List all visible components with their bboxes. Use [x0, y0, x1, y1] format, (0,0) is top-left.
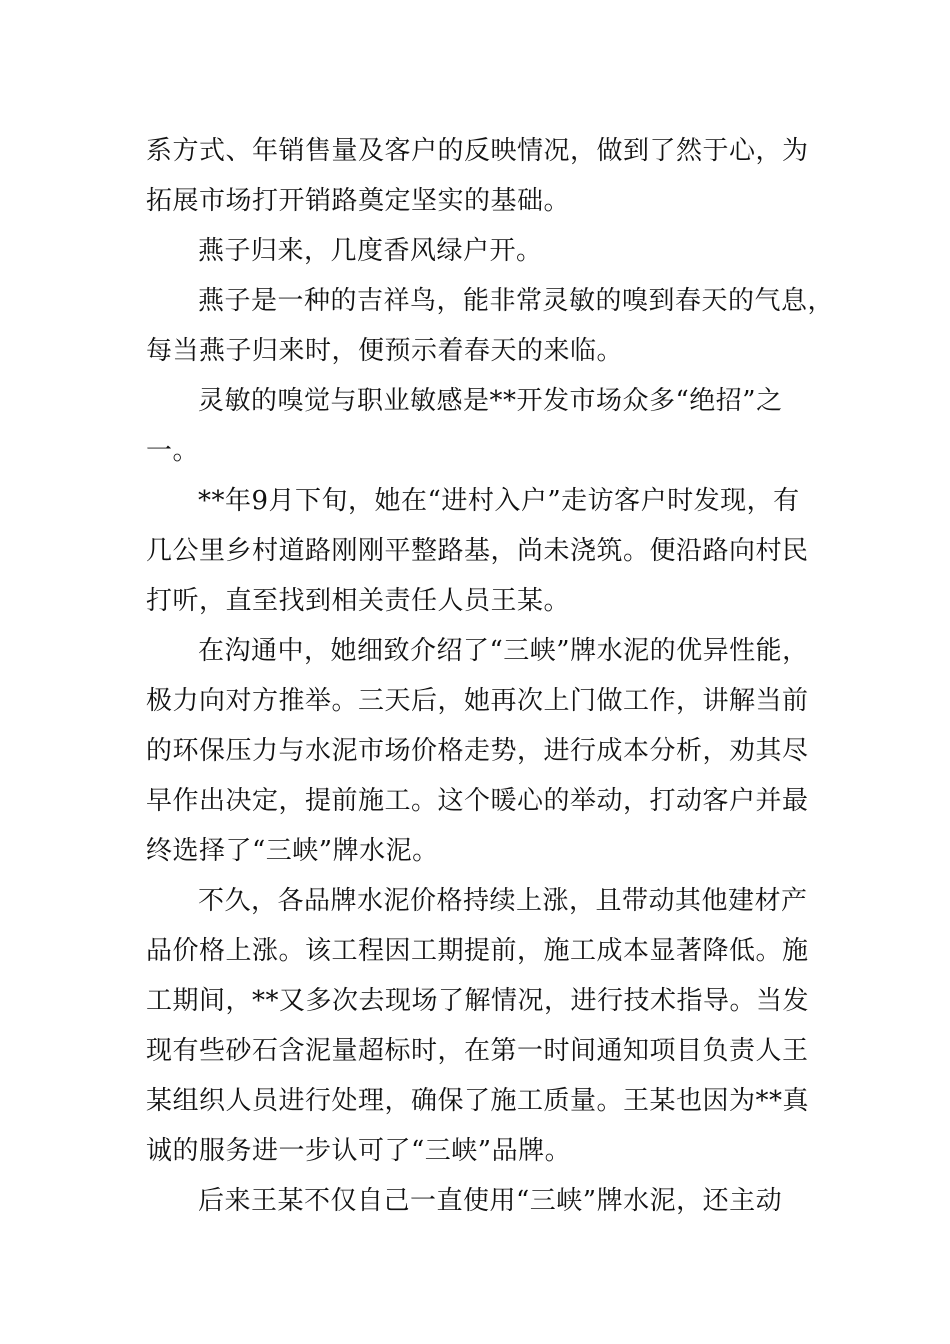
text-line: 后来王某不仅自己一直使用“三峡”牌水泥，还主动 — [198, 1186, 783, 1216]
text-line: 的环保压力与水泥市场价格走势，进行成本分析，劝其尽 — [146, 736, 809, 766]
paragraph-7 — [146, 876, 814, 1176]
text-line: 极力向对方推举。三天后，她再次上门做工作，讲解当前 — [146, 686, 809, 716]
text-line: 在沟通中，她细致介绍了“三峡”牌水泥的优异性能， — [198, 636, 809, 666]
paragraph-1 — [146, 126, 814, 226]
text-line: 终选择了“三峡”牌水泥。 — [146, 836, 439, 866]
text-line: 不久，各品牌水泥价格持续上涨，且带动其他建材产 — [198, 886, 808, 916]
text-line: **年9月下旬，她在“进村入户”走访客户时发现，有 — [198, 486, 800, 516]
text-line: 诚的服务进一步认可了“三峡”品牌。 — [146, 1136, 572, 1166]
text-line: 燕子是一种的吉祥鸟，能非常灵敏的嗅到春天的气息， — [198, 286, 835, 316]
text-line: 工期间，**又多次去现场了解情况，进行技术指导。当发 — [146, 986, 810, 1016]
text-line: 灵敏的嗅觉与职业敏感是**开发市场众多“绝招”之 — [198, 386, 783, 416]
paragraph-2 — [146, 226, 814, 276]
text-line: 早作出决定，提前施工。这个暖心的举动，打动客户并最 — [146, 786, 809, 816]
paragraph-4 — [146, 376, 814, 476]
text-line: 系方式、年销售量及客户的反映情况，做到了然于心，为 — [146, 136, 809, 166]
text-line: 现有些砂石含泥量超标时，在第一时间通知项目负责人王 — [146, 1036, 809, 1066]
text-line: 某组织人员进行处理，确保了施工质量。王某也因为**真 — [146, 1086, 810, 1116]
text-line: 拓展市场打开销路奠定坚实的基础。 — [146, 186, 571, 216]
text-line: 一。 — [146, 436, 200, 466]
text-line: 每当燕子归来时，便预示着春天的来临。 — [146, 336, 624, 366]
text-line: 燕子归来，几度香风绿户开。 — [198, 236, 543, 266]
paragraph-5 — [146, 476, 814, 626]
text-line: 打听，直至找到相关责任人员王某。 — [146, 586, 571, 616]
paragraph-6 — [146, 626, 814, 876]
paragraph-3 — [146, 276, 835, 376]
document-body — [146, 126, 835, 1226]
text-line: 几公里乡村道路刚刚平整路基，尚未浇筑。便沿路向村民 — [146, 536, 809, 566]
text-line: 品价格上涨。该工程因工期提前，施工成本显著降低。施 — [146, 936, 809, 966]
paragraph-8 — [146, 1176, 814, 1226]
